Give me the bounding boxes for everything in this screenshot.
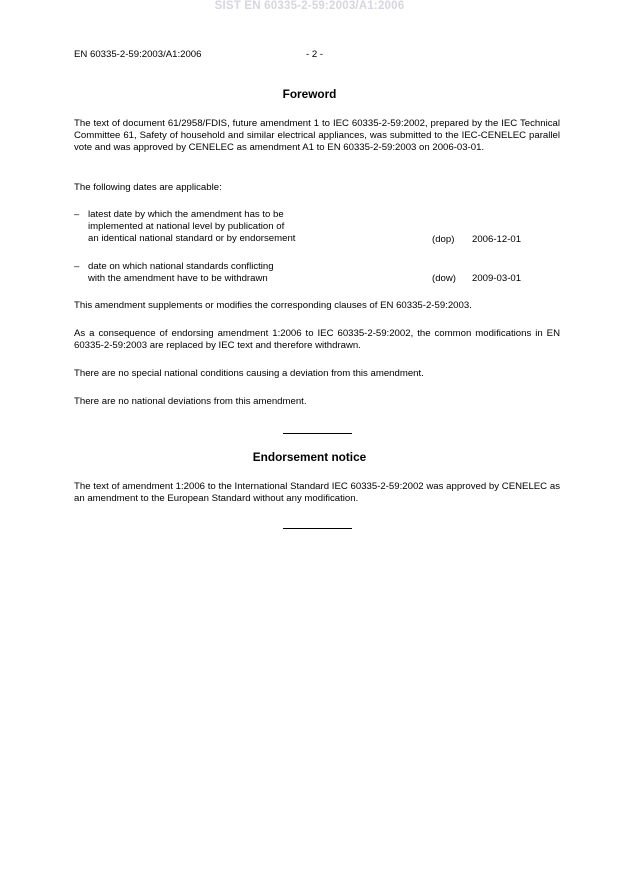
dates-intro-paragraph: The following dates are applicable:: [74, 182, 222, 193]
date-item-line: date on which national standards conflicting: [88, 261, 274, 272]
date-item-description: [88, 209, 408, 246]
endorsement-paragraph: The text of amendment 1:2006 to the International Standard IEC 60335-2-59:2002 was approved by CENELEC as an amendment to the European Standard without any modification.: [74, 481, 560, 505]
national-deviations-paragraph: There are no national deviations from this amendment.: [74, 396, 307, 407]
special-conditions-paragraph: There are no special national conditions causing a deviation from this amendment.: [74, 368, 424, 379]
endorsement-title: Endorsement notice: [252, 450, 367, 464]
watermark: SIST EN 60335-2-59:2003/A1:2006: [214, 0, 405, 12]
section-divider: [283, 433, 352, 434]
date-item-description: [88, 261, 408, 285]
date-item-line: an identical national standard or by endorsement: [88, 233, 296, 245]
date-item-line: latest date by which the amendment has to be: [88, 209, 284, 220]
list-dash: –: [74, 209, 80, 220]
page-number: - 2 -: [306, 49, 324, 60]
supplement-paragraph: This amendment supplements or modifies the corresponding clauses of EN 60335-2-59:2003.: [74, 300, 472, 311]
date-code: (dop): [432, 234, 455, 245]
date-value: 2009-03-01: [472, 273, 522, 284]
end-divider: [283, 528, 352, 529]
foreword-title: Foreword: [282, 87, 337, 101]
document-id: EN 60335-2-59:2003/A1:2006: [74, 49, 202, 60]
date-value: 2006-12-01: [472, 234, 522, 245]
list-dash: –: [74, 261, 80, 272]
consequence-paragraph: As a consequence of endorsing amendment 1:2006 to IEC 60335-2-59:2002, the common modifications in EN 60335-2-59:2003 are replaced by IEC text and therefore withdrawn.: [74, 328, 560, 352]
date-code: (dow): [432, 273, 456, 284]
date-item-line: with the amendment have to be withdrawn: [88, 273, 268, 285]
foreword-intro-paragraph: The text of document 61/2958/FDIS, future amendment 1 to IEC 60335-2-59:2002, prepared by the IEC Technical Committee 61, Safety of household and similar electrical appliances, was submitted to the IEC-CENELEC parallel vote and was approved by CENELEC as amendment A1 to EN 60335-2-59:2003 on 2006-03-01.: [74, 118, 560, 154]
date-item-line: implemented at national level by publication of: [88, 221, 285, 233]
